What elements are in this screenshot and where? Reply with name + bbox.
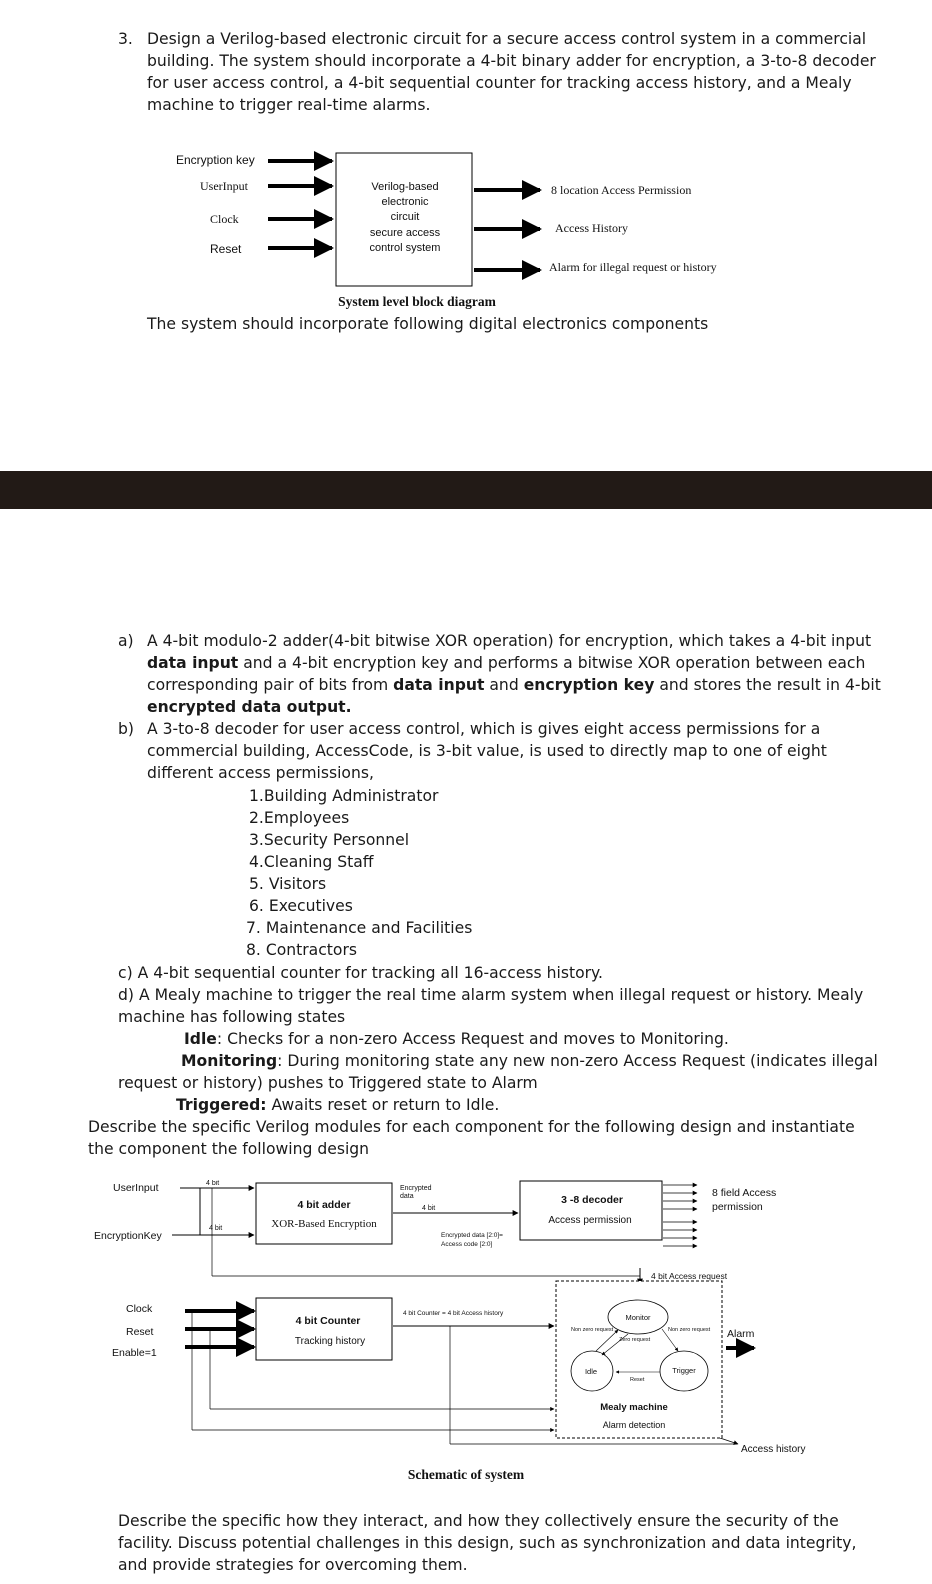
separator-band [0,471,932,509]
bold-encryption-key: encryption key [523,676,655,694]
counter-output-label: 4 bit Counter = 4 bit Access history [403,1310,504,1317]
input-label-clock: Clock [210,212,239,226]
decoder-output-lines [663,1185,697,1246]
role-item: 2.Employees [249,809,350,827]
state-idle-label: Idle [584,1367,598,1376]
part-c: c) A 4-bit sequential counter for tracking all 16-access history. [118,964,603,982]
schematic-label-encryptionkey: EncryptionKey [94,1230,162,1242]
part-a-line: A 4-bit modulo-2 adder(4-bit bitwise XOR operation) for encryption, which takes a 4-bit input [147,632,872,650]
system-box-text: Verilog-based [371,181,439,193]
adder-title: 4 bit adder [297,1199,351,1211]
closing-line: facility. Discuss potential challenges in this design, such as synchronization and data integrity, [118,1534,857,1552]
bold-encrypted-output: encrypted data output. [147,698,352,716]
closing-line: and provide strategies for overcoming them. [118,1556,468,1574]
role-item: 4.Cleaning Staff [249,853,374,871]
role-item: 5. Visitors [249,875,327,893]
system-schematic [0,1180,932,1490]
output-label-alarm: Alarm for illegal request or history [549,260,717,274]
part-d-line: d) A Mealy machine to trigger the real time alarm system when illegal request or history. Mealy [118,986,864,1004]
part-b-line: commercial building, AccessCode, is 3-bit value, is used to directly map to one of eight [147,742,827,760]
transition-label: Zero request [619,1337,651,1343]
encrypted-width-label: 4 bit [422,1205,436,1212]
encrypted-code-label: Access code [2:0] [441,1241,493,1248]
access-history-arrow [720,1438,738,1444]
state-monitor-label: Monitor [625,1313,651,1322]
state-trigger-label: Trigger [672,1366,696,1375]
encrypted-data-label: data [400,1193,414,1200]
adder-subtitle: XOR-Based Encryption [271,1218,377,1230]
decoder-title: 3 -8 decoder [561,1194,623,1206]
role-item: 7. Maintenance and Facilities [246,919,473,937]
bold-data-input: data input [393,676,485,694]
decoder-subtitle: Access permission [548,1215,632,1226]
question-number: 3. [118,30,133,48]
block-diagram-caption: System level block diagram [338,294,496,309]
encrypted-code-label: Encrypted data [2:0]= [441,1232,503,1239]
role-item: 1.Building Administrator [249,787,439,805]
schematic-caption: Schematic of system [407,1467,525,1482]
access-request-label: 4 bit Access request [651,1271,728,1281]
input-label-encryption-key: Encryption key [176,153,255,167]
schematic-label-userinput: UserInput [113,1182,159,1194]
part-a-text: and [484,676,524,694]
intro-line: The system should incorporate following digital electronics components [147,315,709,333]
system-box-text: electronic [381,196,429,208]
input-label-userinput: UserInput [200,179,248,193]
part-a-line [147,652,865,674]
question-line: Design a Verilog-based electronic circuit for a secure access control system in a commercial [147,30,867,48]
system-box-text: control system [369,242,441,254]
role-item: 3.Security Personnel [249,831,410,849]
state-idle-desc [184,1028,729,1050]
part-b-line: different access permissions, [147,764,374,782]
role-item: 8. Contractors [246,941,357,959]
part-a-text: corresponding pair of bits from [147,676,394,694]
adder-box [256,1183,392,1244]
role-item: 6. Executives [249,897,353,915]
bus-width-label: 4 bit [206,1180,220,1187]
mealy-subtitle: Alarm detection [602,1420,666,1430]
transition-label: Reset [630,1377,645,1383]
counter-box [256,1298,392,1360]
counter-subtitle: Tracking history [294,1336,366,1347]
question-line: for user access control, a 4-bit sequential counter for tracking access history, and a Mealy [147,74,852,92]
schematic-label-reset: Reset [126,1326,154,1338]
part-b-marker: b) [118,720,134,738]
state-triggered-text: Awaits reset or return to Idle. [266,1096,500,1114]
describe-modules-line: the component the following design [88,1140,370,1158]
describe-modules-line: Describe the specific Verilog modules for each component for the following design and instantiate [88,1118,855,1136]
counter-title: 4 bit Counter [295,1315,361,1327]
state-monitoring-desc: request or history) pushes to Triggered state to Alarm [118,1074,538,1092]
system-box-text: circuit [390,211,420,223]
state-triggered-desc [176,1094,499,1116]
state-idle-label: Idle [184,1030,217,1048]
part-b-line: A 3-to-8 decoder for user access control, which is gives eight access permissions for a [147,720,821,738]
mealy-title: Mealy machine [600,1402,668,1413]
bold-data-input: data input [147,654,239,672]
input-label-reset: Reset [210,242,242,256]
question-line: building. The system should incorporate a 4-bit binary adder for encryption, a 3-to-8 decoder [147,52,876,70]
encrypted-data-label: Encrypted [400,1185,432,1192]
output-label-access-history: Access History [555,221,628,235]
transition-label: Non zero request [668,1327,711,1333]
state-monitoring-text: : During monitoring state any new non-zero Access Request (indicates illegal [277,1052,878,1070]
field-access-label: permission [712,1201,763,1213]
state-triggered-label: Triggered: [176,1096,267,1114]
schematic-label-enable: Enable=1 [112,1347,157,1359]
state-idle-text: : Checks for a non-zero Access Request and moves to Monitoring. [216,1030,729,1048]
alarm-label: Alarm [727,1328,755,1340]
part-a-text: and a 4-bit encryption key and performs a bitwise XOR operation between each [238,654,866,672]
state-monitoring-label: Monitoring [181,1052,278,1070]
part-a-text: and stores the result in 4-bit [654,676,881,694]
closing-line: Describe the specific how they interact, and how they collectively ensure the security of the [118,1512,839,1530]
part-a-line [147,674,881,696]
transition-label: Non zero request [571,1327,614,1333]
schematic-label-clock: Clock [126,1303,153,1315]
state-monitoring-desc [181,1050,878,1072]
decoder-box [520,1181,662,1240]
part-d-line: machine has following states [118,1008,346,1026]
part-a-marker: a) [118,632,134,650]
question-line: machine to trigger real-time alarms. [147,96,431,114]
part-a-line [147,696,352,718]
output-label-access-permission: 8 location Access Permission [551,183,692,197]
field-access-label: 8 field Access [712,1187,777,1199]
access-history-label: Access history [741,1444,806,1455]
bus-width-label: 4 bit [209,1225,223,1232]
system-box-text: secure access [369,227,441,239]
system-block-diagram [0,140,932,315]
